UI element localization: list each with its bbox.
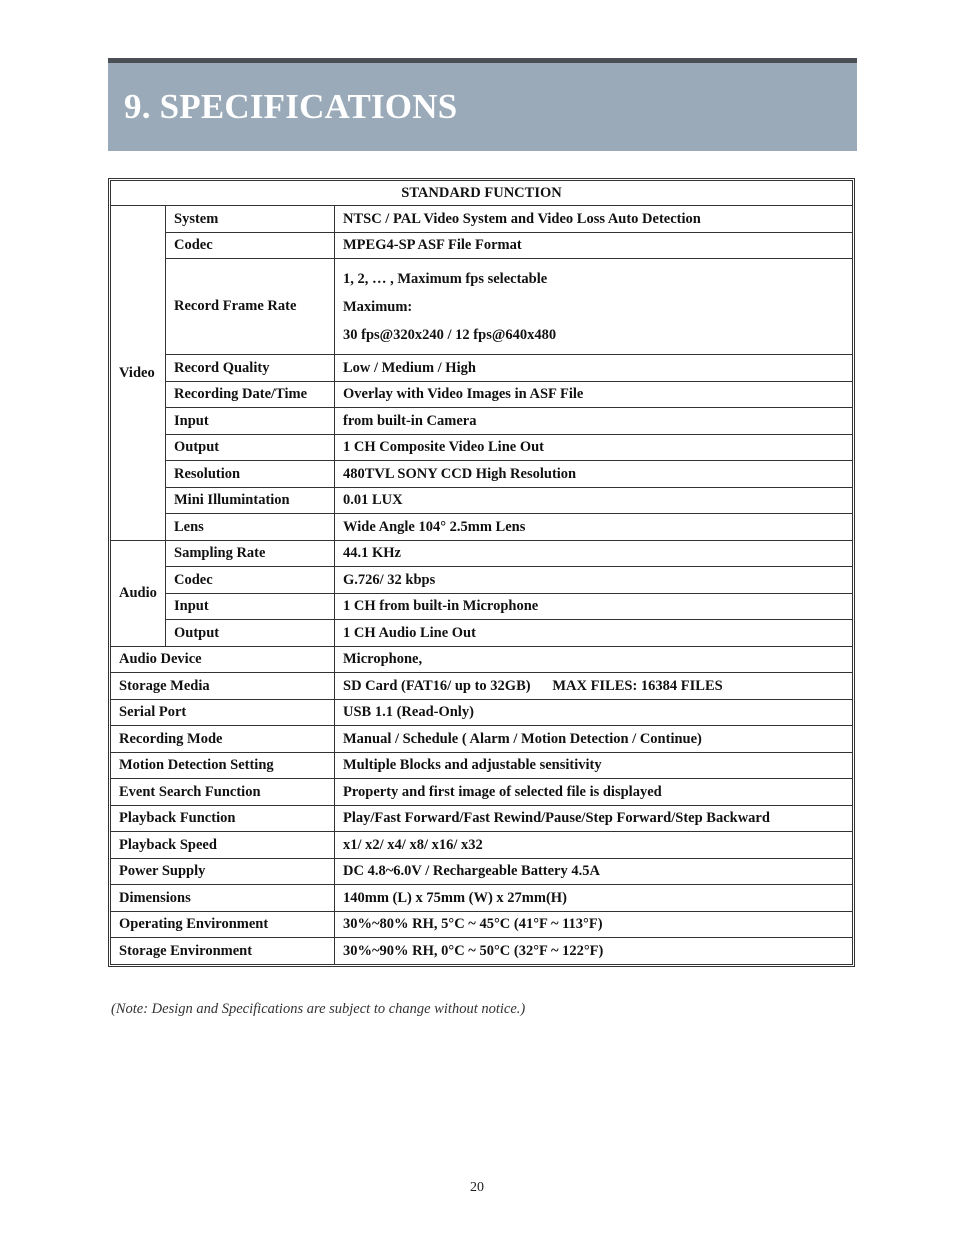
title-band: [108, 63, 857, 151]
spec-value: [335, 259, 853, 355]
spec-label: Dimensions: [111, 885, 335, 912]
spec-label: Serial Port: [111, 699, 335, 726]
table-row: [111, 646, 853, 673]
spec-table-body: [111, 181, 853, 965]
page-number: 20: [470, 1180, 484, 1195]
spec-value: Multiple Blocks and adjustable sensitivity: [335, 752, 853, 779]
spec-label: Power Supply: [111, 858, 335, 885]
table-row: [111, 699, 853, 726]
spec-label: Storage Environment: [111, 938, 335, 965]
table-row: [111, 620, 853, 647]
spec-value: 140mm (L) x 75mm (W) x 27mm(H): [335, 885, 853, 912]
spec-value: Low / Medium / High: [335, 355, 853, 382]
spec-label: Input: [166, 593, 335, 620]
spec-label: Record Quality: [166, 355, 335, 382]
spec-label: Codec: [166, 567, 335, 594]
spec-value: Manual / Schedule ( Alarm / Motion Detection / Continue): [335, 726, 853, 753]
table-row: [111, 434, 853, 461]
table-row: [111, 726, 853, 753]
table-row: [111, 381, 853, 408]
spec-value: 1 CH Composite Video Line Out: [335, 434, 853, 461]
table-row: [111, 514, 853, 541]
table-row: [111, 206, 853, 233]
table-row: [111, 858, 853, 885]
spec-label: Motion Detection Setting: [111, 752, 335, 779]
table-row: [111, 752, 853, 779]
spec-value: MPEG4-SP ASF File Format: [335, 232, 853, 259]
spec-value: 1 CH Audio Line Out: [335, 620, 853, 647]
spec-label: Output: [166, 434, 335, 461]
spec-label: Event Search Function: [111, 779, 335, 806]
spec-value: NTSC / PAL Video System and Video Loss Auto Detection: [335, 206, 853, 233]
spec-value: Microphone,: [335, 646, 853, 673]
spec-label: Audio Device: [111, 646, 335, 673]
spec-value: 1 CH from built-in Microphone: [335, 593, 853, 620]
table-row: [111, 461, 853, 488]
spec-value: Wide Angle 104° 2.5mm Lens: [335, 514, 853, 541]
table-row: [111, 885, 853, 912]
table-row: [111, 540, 853, 567]
spec-value-line: 30 fps@320x240 / 12 fps@640x480: [343, 326, 557, 343]
spec-table-frame: [108, 178, 855, 967]
table-row: [111, 567, 853, 594]
table-row: [111, 938, 853, 965]
spec-label: Recording Date/Time: [166, 381, 335, 408]
spec-value: 44.1 KHz: [335, 540, 853, 567]
spec-label: Recording Mode: [111, 726, 335, 753]
table-row: [111, 232, 853, 259]
spec-value: Property and first image of selected file is displayed: [335, 779, 853, 806]
spec-label: Playback Function: [111, 805, 335, 832]
video-group-label: Video: [111, 206, 166, 541]
table-row: [111, 355, 853, 382]
spec-label: Playback Speed: [111, 832, 335, 859]
table-row: [111, 911, 853, 938]
table-row: [111, 673, 853, 700]
spec-value: 30%~80% RH, 5°C ~ 45°C (41°F ~ 113°F): [335, 911, 853, 938]
spec-value: 0.01 LUX: [335, 487, 853, 514]
spec-value: G.726/ 32 kbps: [335, 567, 853, 594]
spec-label: Codec: [166, 232, 335, 259]
footnote: (Note: Design and Specifications are subject to change without notice.): [111, 1001, 526, 1017]
spec-value: 30%~90% RH, 0°C ~ 50°C (32°F ~ 122°F): [335, 938, 853, 965]
spec-label: Input: [166, 408, 335, 435]
spec-table: [110, 180, 853, 965]
spec-value: from built-in Camera: [335, 408, 853, 435]
table-row: [111, 408, 853, 435]
spec-label: Resolution: [166, 461, 335, 488]
spec-label: Output: [166, 620, 335, 647]
spec-value: USB 1.1 (Read-Only): [335, 699, 853, 726]
spec-value: Overlay with Video Images in ASF File: [335, 381, 853, 408]
spec-value: SD Card (FAT16/ up to 32GB) MAX FILES: 16384 FILES: [335, 673, 853, 700]
spec-label: Record Frame Rate: [166, 259, 335, 355]
spec-label: Sampling Rate: [166, 540, 335, 567]
table-row: [111, 779, 853, 806]
table-heading: STANDARD FUNCTION: [111, 181, 853, 206]
spec-label: Operating Environment: [111, 911, 335, 938]
spec-label: Lens: [166, 514, 335, 541]
table-heading-row: [111, 181, 853, 206]
spec-label: System: [166, 206, 335, 233]
spec-value: DC 4.8~6.0V / Rechargeable Battery 4.5A: [335, 858, 853, 885]
spec-label: Mini Illumintation: [166, 487, 335, 514]
spec-value-line: Maximum:: [343, 298, 413, 315]
spec-value: x1/ x2/ x4/ x8/ x16/ x32: [335, 832, 853, 859]
spec-value-line: 1, 2, … , Maximum fps selectable: [343, 270, 548, 287]
table-row: [111, 487, 853, 514]
audio-group-label: Audio: [111, 540, 166, 646]
spec-label: Storage Media: [111, 673, 335, 700]
spec-value: 480TVL SONY CCD High Resolution: [335, 461, 853, 488]
table-row: [111, 593, 853, 620]
page-title: 9. SPECIFICATIONS: [124, 87, 458, 126]
table-row: [111, 259, 853, 355]
table-row: [111, 805, 853, 832]
spec-value: Play/Fast Forward/Fast Rewind/Pause/Step Forward/Step Backward: [335, 805, 853, 832]
table-row: [111, 832, 853, 859]
